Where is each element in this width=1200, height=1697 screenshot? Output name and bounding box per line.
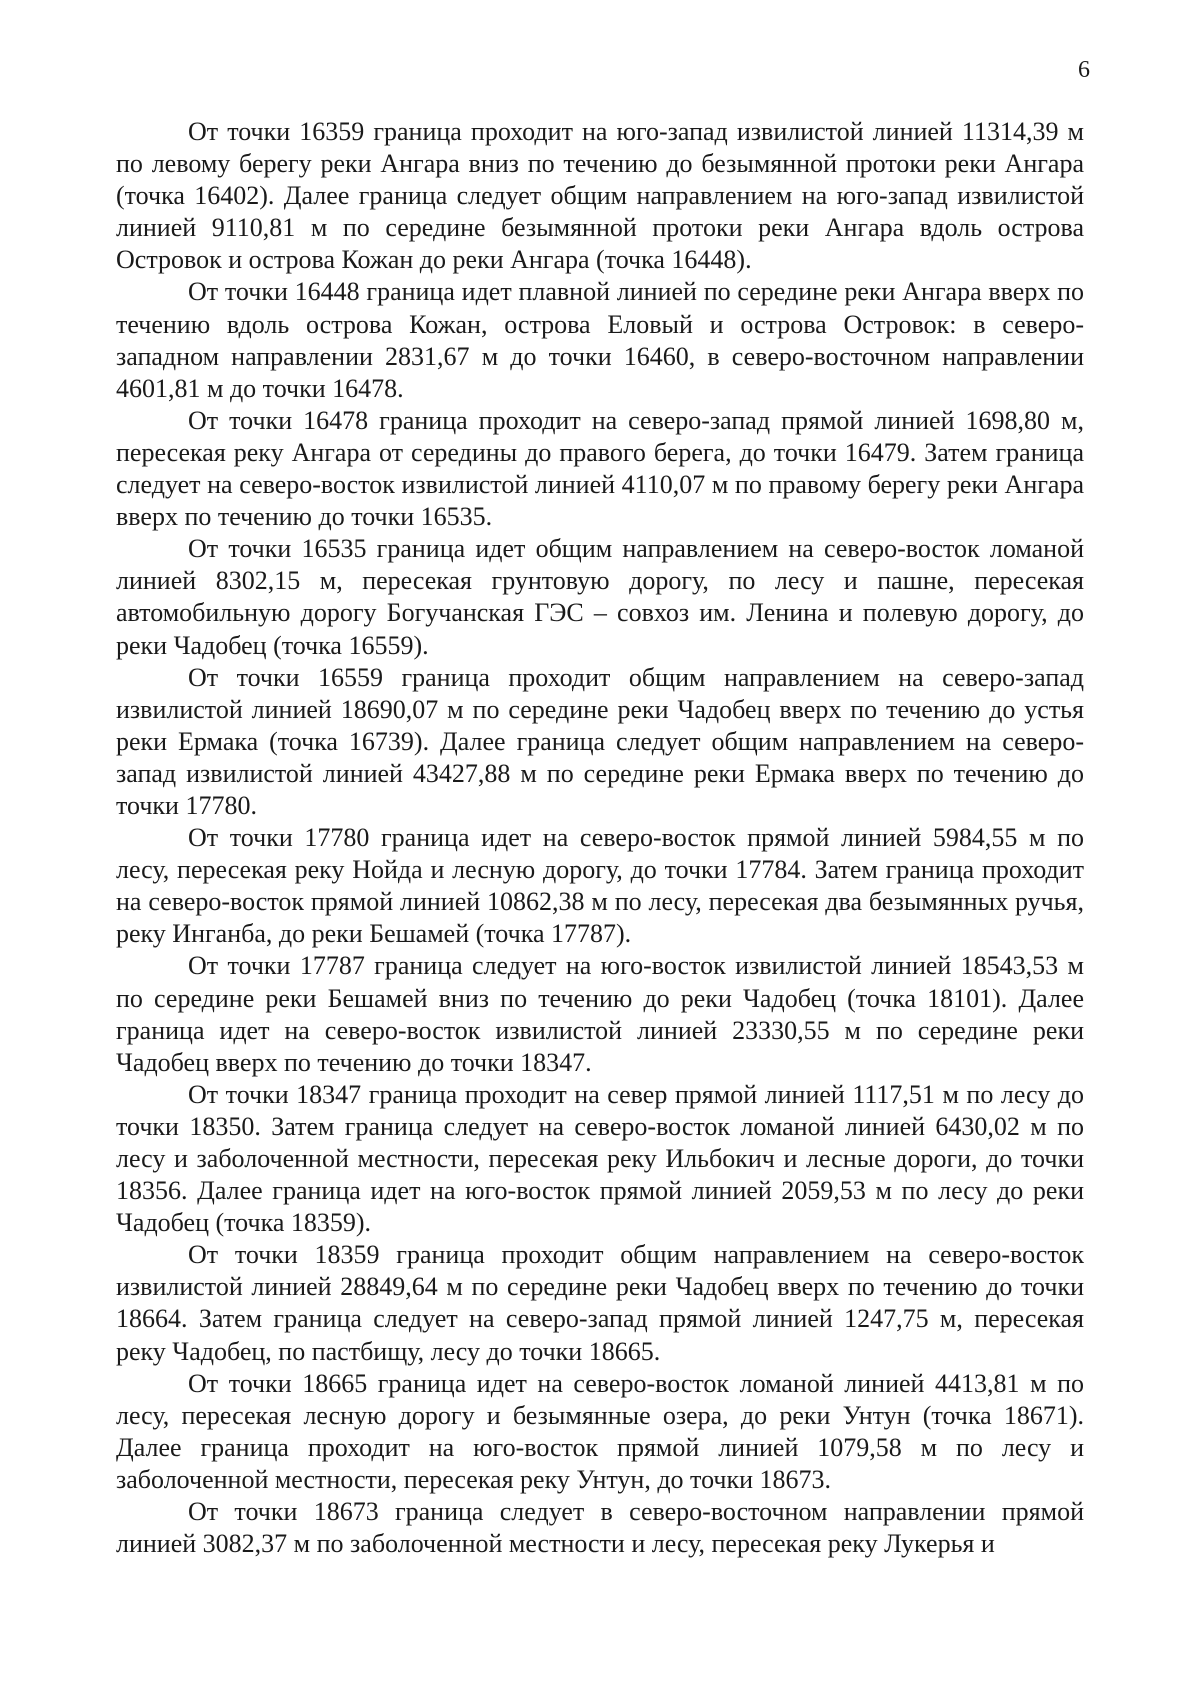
paragraph-7: От точки 17787 граница следует на юго-восток извилистой линией 18543,53 м по середине реки Бешамей вниз по течению до реки Чадобец (точка 18101). Далее граница идет на северо-восток извилистой линией 23330,55 м по середине реки Чадобец вверх по течению до точки 18347. [116, 951, 1084, 1077]
paragraph-11: От точки 18673 граница следует в северо-восточном направлении прямой линией 3082,37 м по заболоченной местности и лесу, пересекая реку Лукерья и [116, 1497, 1084, 1559]
paragraph-9: От точки 18359 граница проходит общим направлением на северо-восток извилистой линией 28849,64 м по середине реки Чадобец вверх по течению до точки 18664. Затем граница следует на северо-запад прямой линией 1247,75 м, пересекая реку Чадобец, по пастбищу, лесу до точки 18665. [116, 1240, 1084, 1366]
paragraph-5: От точки 16559 граница проходит общим направлением на северо-запад извилистой линией 18690,07 м по середине реки Чадобец вверх по течению до устья реки Ермака (точка 16739). Далее граница следует общим направлением на северо-запад извилистой линией 43427,88 м по середине реки Ермака вверх по течению до точки 17780. [116, 662, 1084, 820]
paragraph-3: От точки 16478 граница проходит на северо-запад прямой линией 1698,80 м, пересекая реку Ангара от середины до правого берега, до точки 16479. Затем граница следует на северо-восток извилистой линией 4110,07 м по правому берегу реки Ангара вверх по течению до точки 16535. [116, 405, 1084, 532]
paragraph-4: От точки 16535 граница идет общим направлением на северо-восток ломаной линией 8302,15 м, пересекая грунтовую дорогу, по лесу и пашне, пересекая автомобильную дорогу Богучанская ГЭС – совхоз им. Ленина и полевую дорогу, до реки Чадобец (точка 16559). [116, 534, 1084, 660]
paragraph-1: От точки 16359 граница проходит на юго-запад извилистой линией 11314,39 м по левому берегу реки Ангара вниз по течению до безымянной протоки реки Ангара (точка 16402). Далее граница следует общим направлением на юго-запад извилистой линией 9110,81 м по середине безымянной протоки реки Ангара вдоль острова Островок и острова Кожан до реки Ангара (точка 16448). [116, 117, 1084, 275]
paragraph-10: От точки 18665 граница идет на северо-восток ломаной линией 4413,81 м по лесу, пересекая лесную дорогу и безымянные озера, до реки Унтун (точка 18671). Далее граница проходит на юго-восток прямой линией 1079,58 м по лесу и заболоченной местности, пересекая реку Унтун, до точки 18673. [116, 1368, 1084, 1494]
paragraph-2: От точки 16448 граница идет плавной линией по середине реки Ангара вверх по течению вдоль острова Кожан, острова Еловый и острова Островок: в северо-западном направлении 2831,67 м до точки 16460, в северо-восточном направлении 4601,81 м до точки 16478. [116, 277, 1084, 403]
page-number: 6 [1078, 57, 1090, 83]
document-body [116, 116, 1084, 1560]
paragraph-6: От точки 17780 граница идет на северо-восток прямой линией 5984,55 м по лесу, пересекая реку Нойда и лесную дорогу, до точки 17784. Затем граница проходит на северо-восток прямой линией 10862,38 м по лесу, пересекая два безымянных ручья, реку Инганба, до реки Бешамей (точка 17787). [116, 823, 1084, 949]
paragraph-8: От точки 18347 граница проходит на север прямой линией 1117,51 м по лесу до точки 18350. Затем граница следует на северо-восток ломаной линией 6430,02 м по лесу и заболоченной местности, пересекая реку Ильбокич и лесные дороги, до точки 18356. Далее граница идет на юго-восток прямой линией 2059,53 м по лесу до реки Чадобец (точка 18359). [116, 1079, 1084, 1238]
